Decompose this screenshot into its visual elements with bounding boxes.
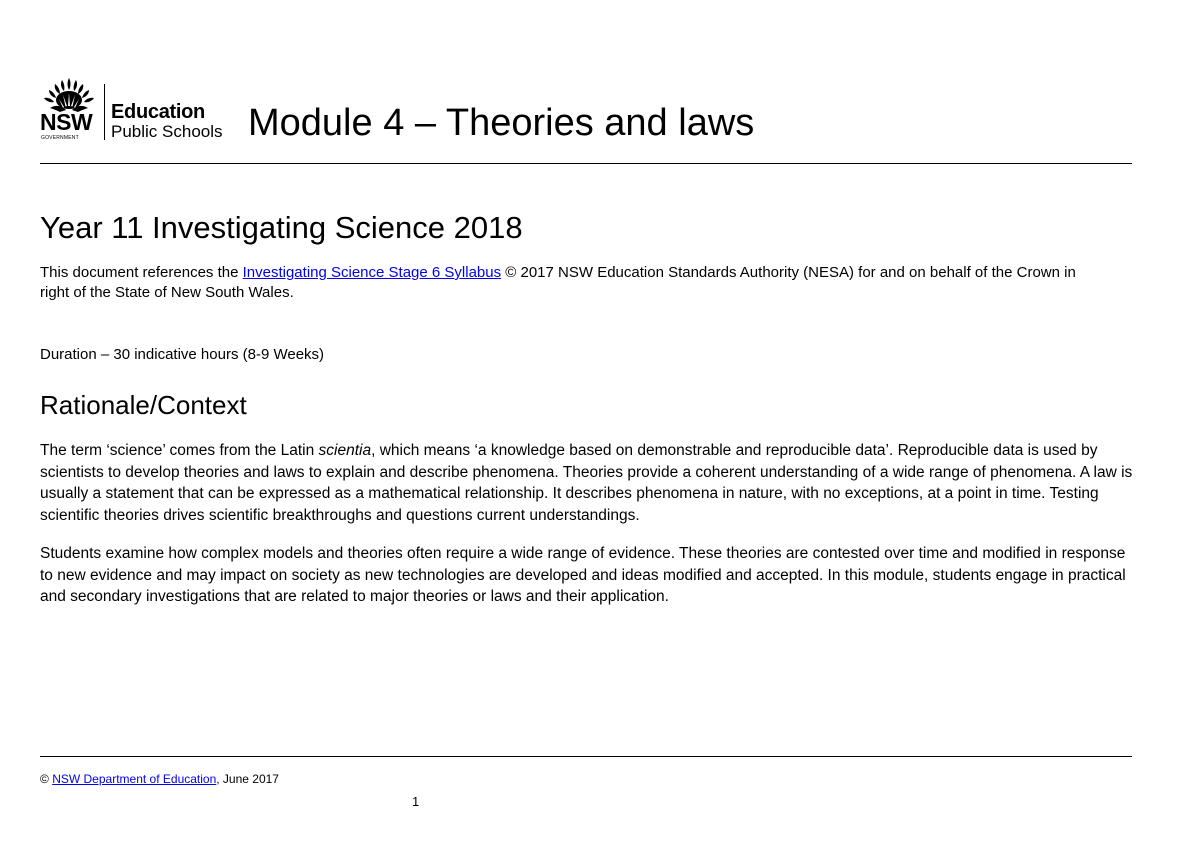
page-number: 1 — [412, 794, 420, 809]
logo-education-text: Education — [111, 101, 205, 123]
header-divider — [40, 163, 1132, 164]
logo-nsw-text: NSW — [40, 109, 93, 135]
department-link[interactable]: NSW Department of Education — [52, 772, 217, 786]
footer-date: , June 2017 — [216, 772, 279, 786]
logo-public-schools-text: Public Schools — [111, 122, 223, 141]
paragraph-1-start: The term ‘science’ comes from the Latin — [40, 442, 319, 459]
footer-copyright-symbol: © — [40, 772, 53, 786]
course-heading: Year 11 Investigating Science 2018 — [40, 210, 523, 245]
paragraph-1-italic: scientia — [318, 442, 372, 459]
footer-divider — [40, 756, 1132, 757]
rationale-paragraph-1 — [40, 440, 1135, 526]
page-header — [40, 74, 1132, 164]
syllabus-link[interactable]: Investigating Science Stage 6 Syllabus — [242, 264, 502, 281]
reference-suffix: © 2017 NSW Education Standards Authority (NESA) for and on behalf of the Crown in right of the State of New South Wales. — [40, 264, 1076, 301]
rationale-heading: Rationale/Context — [40, 390, 247, 420]
logo-government-text: GOVERNMENT — [41, 135, 79, 141]
nsw-education-logo — [40, 76, 240, 140]
footer-copyright — [40, 771, 279, 787]
logo-divider — [104, 84, 105, 140]
document-title: Module 4 – Theories and laws — [248, 102, 755, 144]
duration-text: Duration – 30 indicative hours (8-9 Weeks) — [40, 346, 325, 363]
paragraph-1-rest: , which means ‘a knowledge based on demonstrable and reproducible data’. Reproducible data is used by scientists to develop theories and laws to explain and describe phenomena. Theories provide a coherent understanding of a wide range of phenomena. A law is usually a statement that can be expressed as a mathematical relationship. It describes phenomena in nature, with no exceptions, at a point in time. Testing scientific theories drives scientific breakthroughs and questions current understandings. — [40, 442, 1133, 524]
reference-prefix: This document references the — [40, 264, 243, 281]
syllabus-reference — [40, 263, 1080, 303]
rationale-paragraph-2: Students examine how complex models and theories often require a wide range of evidence. These theories are contested over time and modified in response to new evidence and may impact on society as new technologies are developed and ideas modified and accepted. In this module, students engage in practical and secondary investigations that are related to major theories or laws and their application. — [40, 545, 1126, 605]
